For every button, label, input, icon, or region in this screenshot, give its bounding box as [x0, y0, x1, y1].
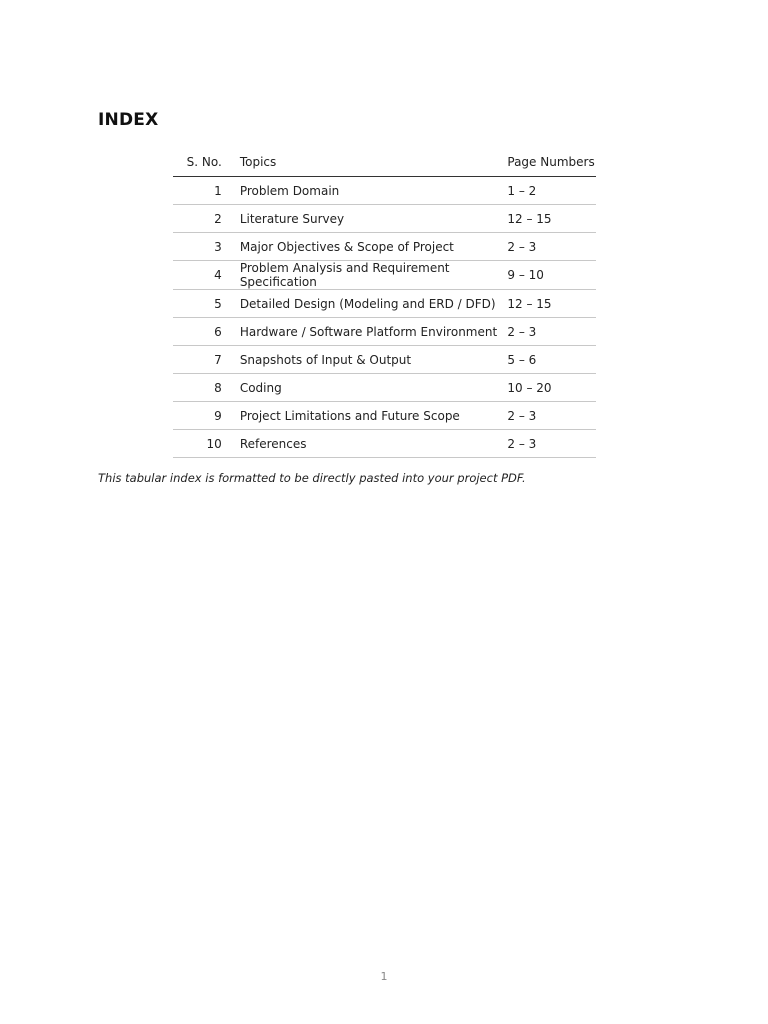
- row-pages: 2 – 3: [499, 402, 596, 430]
- row-sno: 1: [173, 177, 232, 205]
- row-sno: 9: [173, 402, 232, 430]
- table-note: This tabular index is formatted to be directly pasted into your project PDF.: [98, 471, 526, 485]
- row-topic: Project Limitations and Future Scope: [232, 402, 500, 430]
- row-topic: Detailed Design (Modeling and ERD / DFD): [232, 290, 500, 318]
- row-pages: 10 – 20: [499, 374, 596, 402]
- row-pages: 2 – 3: [499, 430, 596, 458]
- row-sno: 7: [173, 346, 232, 374]
- row-pages: 5 – 6: [499, 346, 596, 374]
- table-row: [173, 177, 596, 205]
- row-topic: References: [232, 430, 500, 458]
- index-table: [173, 148, 596, 458]
- table-row: [173, 290, 596, 318]
- table-row: [173, 430, 596, 458]
- row-pages: 2 – 3: [499, 233, 596, 261]
- row-sno: 6: [173, 318, 232, 346]
- row-topic: Coding: [232, 374, 500, 402]
- table-row: [173, 205, 596, 233]
- table-header-row: [173, 148, 596, 177]
- row-topic: Problem Domain: [232, 177, 500, 205]
- row-sno: 4: [173, 261, 232, 290]
- row-pages: 9 – 10: [499, 261, 596, 290]
- row-pages: 1 – 2: [499, 177, 596, 205]
- row-sno: 3: [173, 233, 232, 261]
- row-pages: 2 – 3: [499, 318, 596, 346]
- page-number: 1: [380, 970, 388, 983]
- table-body: [173, 177, 596, 458]
- row-sno: 5: [173, 290, 232, 318]
- header-sno: S. No.: [173, 148, 232, 177]
- row-sno: 8: [173, 374, 232, 402]
- table-row: [173, 261, 596, 290]
- row-topic: Hardware / Software Platform Environment: [232, 318, 500, 346]
- table-row: [173, 346, 596, 374]
- table-row: [173, 233, 596, 261]
- table-row: [173, 374, 596, 402]
- row-pages: 12 – 15: [499, 290, 596, 318]
- row-sno: 10: [173, 430, 232, 458]
- header-topics: Topics: [232, 148, 500, 177]
- row-sno: 2: [173, 205, 232, 233]
- table-row: [173, 402, 596, 430]
- header-page-numbers: Page Numbers: [499, 148, 596, 177]
- table-row: [173, 318, 596, 346]
- row-topic: Major Objectives & Scope of Project: [232, 233, 500, 261]
- table-header: [173, 148, 596, 177]
- row-pages: 12 – 15: [499, 205, 596, 233]
- row-topic: Problem Analysis and Requirement Specification: [232, 261, 500, 290]
- row-topic: Literature Survey: [232, 205, 500, 233]
- row-topic: Snapshots of Input & Output: [232, 346, 500, 374]
- page-title: INDEX: [98, 110, 159, 130]
